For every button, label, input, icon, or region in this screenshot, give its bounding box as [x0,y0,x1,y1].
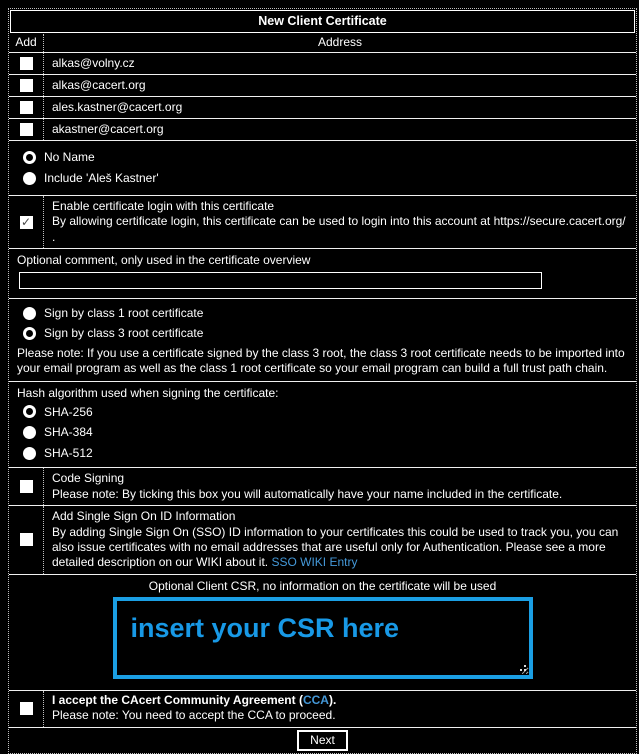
sha384-radio[interactable] [23,426,36,439]
email-row [9,53,636,75]
next-button[interactable]: Next [297,730,348,751]
email-address-list [9,53,636,141]
email-address: akastner@cacert.org [52,121,164,136]
comment-label: Optional comment, only used in the certificate overview [17,253,311,268]
email-add-checkbox[interactable] [20,79,33,92]
email-add-checkbox[interactable] [20,123,33,136]
no-name-label: No Name [44,149,95,164]
class1-root-option [17,303,628,324]
table-header-row [9,34,636,53]
name-options-section [9,141,636,196]
name-option-include-name [17,168,628,190]
certificate-login-row [9,196,636,249]
cca-statement: I accept the CAcert Community Agreement (CCA). [52,692,337,707]
cca-link[interactable]: CCA [302,692,329,707]
new-client-certificate-form [8,8,637,754]
sha512-option [17,443,628,464]
email-row [9,75,636,97]
sso-note: By adding Single Sign On (SSO) ID information to your certificates this could be used to track you, you can also issue certificates with no email addresses that are useful only for Authentication. Please see a more detailed description on our WIKI about it. SSO WIKI Entry [52,524,619,570]
class3-root-label: Sign by class 3 root certificate [44,326,204,341]
email-row [9,97,636,119]
class1-root-label: Sign by class 1 root certificate [44,305,204,320]
sso-checkbox[interactable] [20,533,33,546]
include-name-label: Include 'Aleš Kastner' [44,171,159,186]
code-signing-row [9,468,636,506]
sha384-option [17,422,628,443]
email-add-checkbox[interactable] [20,101,33,114]
sha256-option [17,402,628,423]
cca-checkbox[interactable] [20,702,33,715]
name-option-no-name [17,147,628,169]
cca-note: Please note: You need to accept the CCA to proceed. [52,708,336,723]
csr-textarea[interactable] [113,597,533,679]
sso-row [9,506,636,574]
class3-root-radio[interactable] [23,327,36,340]
email-address: alkas@volny.cz [52,55,135,70]
checkmark-icon: ✓ [20,214,32,229]
code-signing-note: Please note: By ticking this box you will automatically have your name included in the certificate. [52,486,563,501]
code-signing-checkbox[interactable] [20,480,33,493]
email-address: alkas@cacert.org [52,77,146,92]
form-title: New Client Certificate [10,10,635,33]
root-certificate-note: Please note: If you use a certificate signed by the class 3 root, the class 3 root certificate needs to be imported into your email program as well as the class 1 root certificate so your email program can build a full trust path chain. [17,345,625,376]
include-name-radio[interactable] [23,172,36,185]
csr-label: Optional Client CSR, no information on the certificate will be used [148,578,497,593]
certificate-login-note: By allowing certificate login, this certificate can be used to login into this account at https://secure.cacert.org/ . [52,214,626,244]
hash-algorithm-label: Hash algorithm used when signing the certificate: [17,386,279,401]
sso-label: Add Single Sign On ID Information [52,509,236,524]
csr-section [9,575,636,691]
certificate-login-label: Enable certificate login with this certificate [52,199,275,214]
sha512-label: SHA-512 [44,445,93,460]
column-header-add: Add [9,34,44,52]
email-row [9,119,636,141]
submit-row [9,728,636,753]
class1-root-radio[interactable] [23,307,36,320]
email-address: ales.kastner@cacert.org [52,99,183,114]
class3-root-option [17,323,628,344]
sha256-label: SHA-256 [44,404,93,419]
email-add-checkbox[interactable] [20,57,33,70]
cca-row [9,691,636,728]
no-name-radio[interactable] [23,151,36,164]
comment-section [9,249,636,299]
comment-input[interactable] [19,272,542,289]
sha512-radio[interactable] [23,447,36,460]
hash-algorithm-section [9,382,636,468]
sso-wiki-link[interactable]: SSO WIKI Entry [271,555,358,570]
sha384-label: SHA-384 [44,425,93,440]
certificate-login-checkbox[interactable] [20,216,33,229]
sha256-radio[interactable] [23,405,36,418]
code-signing-label: Code Signing [52,471,125,486]
root-certificate-section [9,299,636,382]
column-header-address: Address [317,35,363,50]
